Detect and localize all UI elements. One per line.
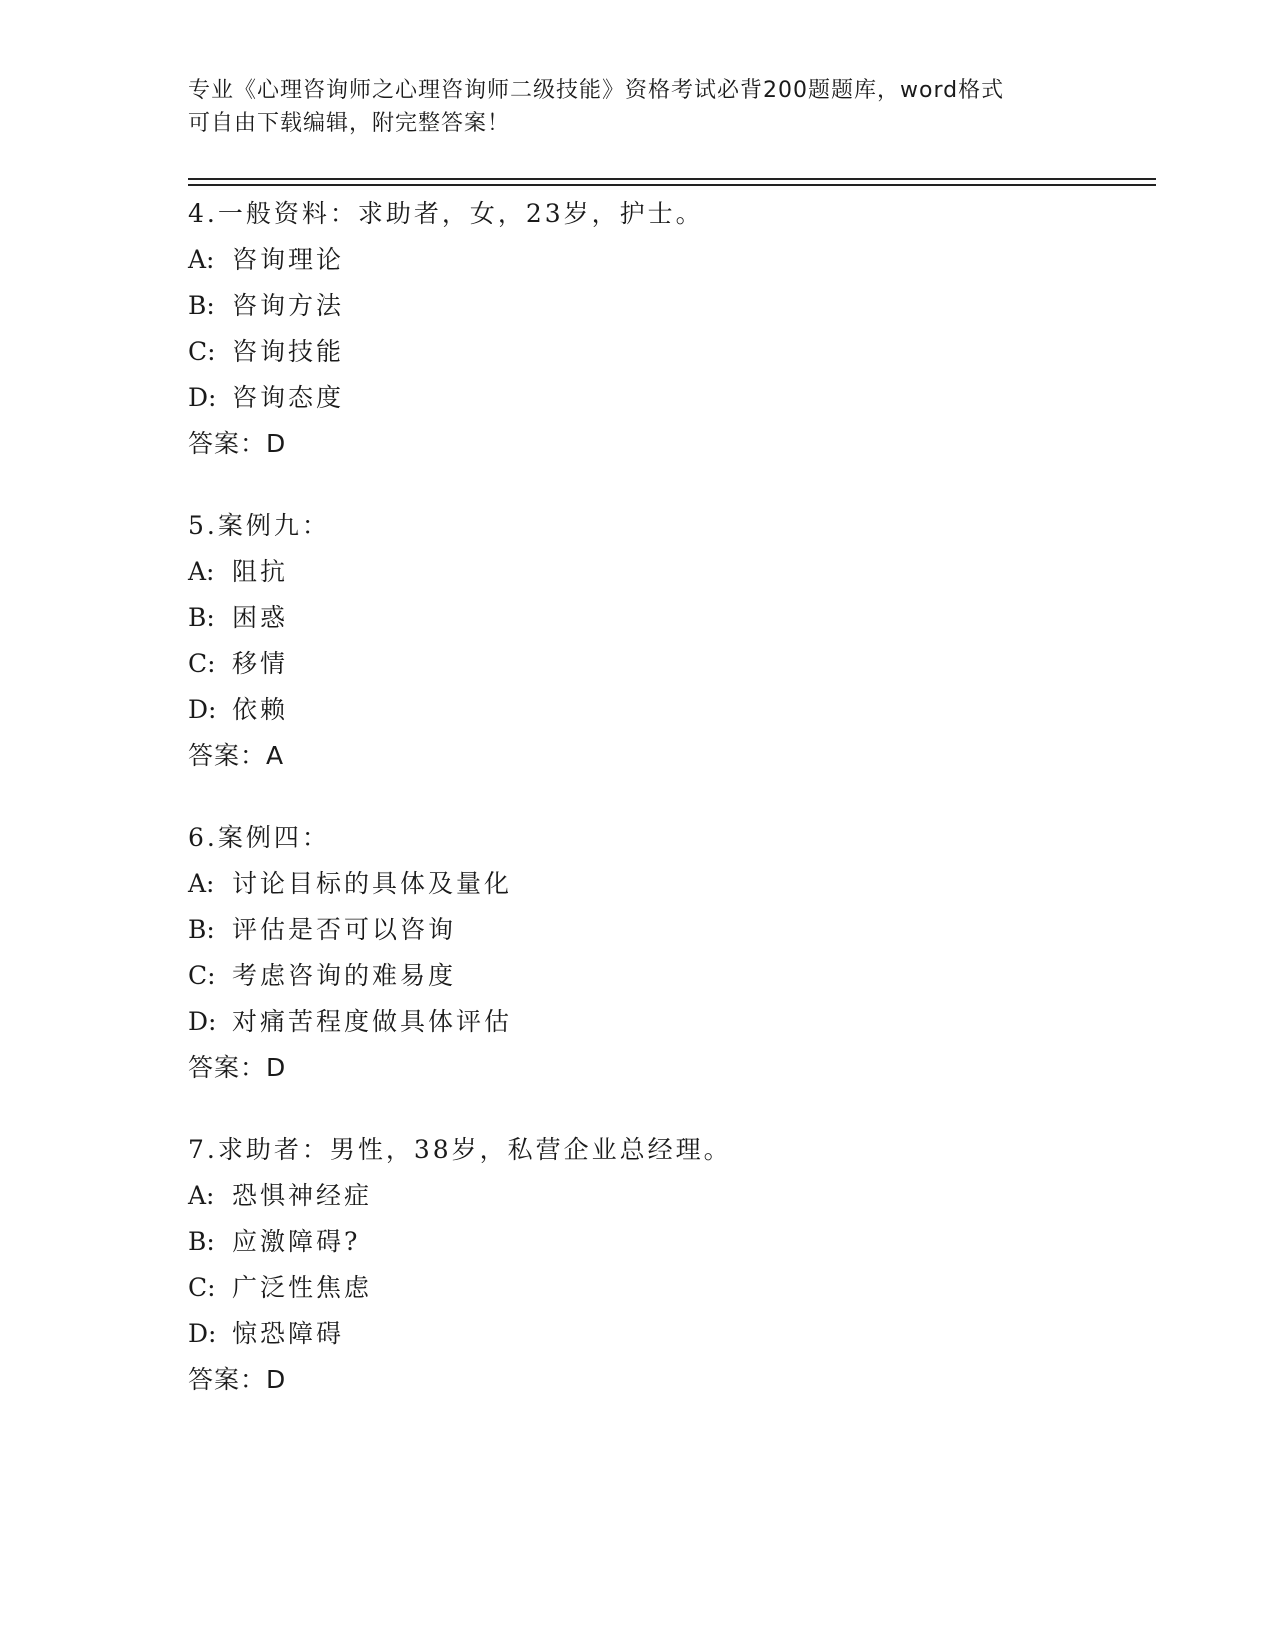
- answer-line: 答案：A: [188, 741, 285, 770]
- document-header: [188, 74, 1088, 140]
- option-text: 讨论目标的具体及量化: [232, 869, 513, 898]
- option-letter: D:: [188, 695, 217, 724]
- option-c: [188, 953, 1156, 999]
- option-text: 评估是否可以咨询: [232, 915, 457, 944]
- option-a: [188, 549, 1156, 595]
- option-text: 考虑咨询的难易度: [232, 961, 457, 990]
- option-letter: A:: [188, 557, 215, 586]
- option-text: 咨询理论: [232, 245, 345, 274]
- answer-line: 答案：D: [188, 1365, 287, 1394]
- question-list: [188, 191, 1156, 1439]
- option-text: 咨询方法: [232, 291, 345, 320]
- option-letter: C:: [188, 961, 216, 990]
- option-b: [188, 1219, 1156, 1265]
- option-text: 困惑: [232, 603, 289, 632]
- option-letter: D:: [188, 1319, 217, 1348]
- option-letter: C:: [188, 337, 216, 366]
- option-text: 惊恐障碍: [232, 1319, 345, 1348]
- answer-line: 答案：D: [188, 429, 287, 458]
- header-line-1: 专业《心理咨询师之心理咨询师二级技能》资格考试必背200题题库，word格式: [188, 78, 1005, 103]
- option-a: [188, 237, 1156, 283]
- option-c: [188, 641, 1156, 687]
- option-d: [188, 375, 1156, 421]
- question-stem: 4.一般资料：求助者，女，23岁，护士。: [188, 199, 704, 228]
- header-divider-bottom: [188, 184, 1156, 186]
- option-text: 阻抗: [232, 557, 289, 586]
- option-text: 移情: [232, 649, 289, 678]
- option-b: [188, 595, 1156, 641]
- header-divider-top: [188, 178, 1156, 180]
- option-letter: D:: [188, 383, 217, 412]
- question-stem: 7.求助者：男性，38岁，私营企业总经理。: [188, 1135, 732, 1164]
- question-4: [188, 191, 1156, 467]
- option-letter: B:: [188, 291, 215, 320]
- option-b: [188, 283, 1156, 329]
- option-letter: C:: [188, 1273, 216, 1302]
- option-letter: A:: [188, 1181, 215, 1210]
- question-5: [188, 503, 1156, 779]
- option-text: 咨询技能: [232, 337, 345, 366]
- answer-line: 答案：D: [188, 1053, 287, 1082]
- option-text: 恐惧神经症: [232, 1181, 373, 1210]
- option-d: [188, 999, 1156, 1045]
- option-text: 依赖: [232, 695, 289, 724]
- option-b: [188, 907, 1156, 953]
- option-letter: A:: [188, 245, 215, 274]
- option-letter: A:: [188, 869, 215, 898]
- option-letter: B:: [188, 915, 215, 944]
- question-6: [188, 815, 1156, 1091]
- option-c: [188, 329, 1156, 375]
- option-d: [188, 687, 1156, 733]
- option-text: 咨询态度: [232, 383, 345, 412]
- question-stem: 6.案例四：: [188, 823, 330, 852]
- option-letter: B:: [188, 1227, 215, 1256]
- option-letter: C:: [188, 649, 216, 678]
- option-a: [188, 861, 1156, 907]
- option-text: 对痛苦程度做具体评估: [232, 1007, 513, 1036]
- option-d: [188, 1311, 1156, 1357]
- option-text: 应激障碍?: [232, 1227, 361, 1256]
- option-a: [188, 1173, 1156, 1219]
- option-letter: B:: [188, 603, 215, 632]
- option-letter: D:: [188, 1007, 217, 1036]
- option-c: [188, 1265, 1156, 1311]
- question-stem: 5.案例九：: [188, 511, 330, 540]
- header-line-2: 可自由下载编辑，附完整答案！: [188, 111, 511, 136]
- question-7: [188, 1127, 1156, 1403]
- option-text: 广泛性焦虑: [232, 1273, 373, 1302]
